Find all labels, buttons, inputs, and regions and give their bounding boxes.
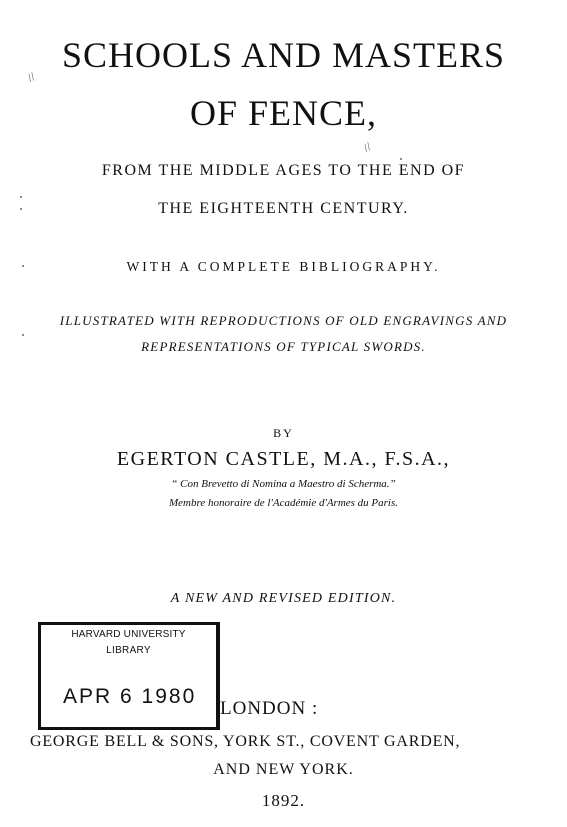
pencil-mark-icon: // <box>24 69 38 85</box>
speck-icon <box>20 208 22 210</box>
speck-icon <box>20 196 22 198</box>
by-label: BY <box>273 426 294 440</box>
speck-icon <box>22 265 24 267</box>
subtitle-line-1: FROM THE MIDDLE AGES TO THE END OF <box>101 162 466 179</box>
stamp-library: LIBRARY <box>106 645 151 656</box>
title-line-2: OF FENCE, <box>189 93 378 133</box>
pencil-mark-icon: // <box>360 139 374 155</box>
publisher-line-2: AND NEW YORK. <box>213 761 354 778</box>
publisher-line-1: GEORGE BELL & SONS, YORK ST., COVENT GARDEN, <box>30 733 461 750</box>
speck-icon <box>22 334 24 336</box>
subtitle-line-2: THE EIGHTEENTH CENTURY. <box>158 200 409 217</box>
speck-icon <box>400 158 402 160</box>
stamp-date: APR 6 1980 <box>63 685 197 708</box>
author-note-1: “ Con Brevetto di Nomina a Maestro di Scherma.” <box>171 478 396 490</box>
library-stamp <box>38 622 220 730</box>
title-line-1: SCHOOLS AND MASTERS <box>61 35 506 75</box>
edition-note: A NEW AND REVISED EDITION. <box>170 591 397 606</box>
stamp-institution: HARVARD UNIVERSITY <box>71 629 186 640</box>
publication-year: 1892. <box>261 791 306 810</box>
author-note-2: Membre honoraire de l'Académie d'Armes du Paris. <box>168 497 399 509</box>
author-name: EGERTON CASTLE, M.A., F.S.A., <box>116 448 451 470</box>
illustrated-line-1: ILLUSTRATED WITH REPRODUCTIONS OF OLD ENGRAVINGS AND <box>59 313 508 328</box>
publisher-city: LONDON : <box>220 698 319 719</box>
bibliography-note: WITH A COMPLETE BIBLIOGRAPHY. <box>126 259 441 274</box>
illustrated-line-2: REPRESENTATIONS OF TYPICAL SWORDS. <box>141 339 426 354</box>
